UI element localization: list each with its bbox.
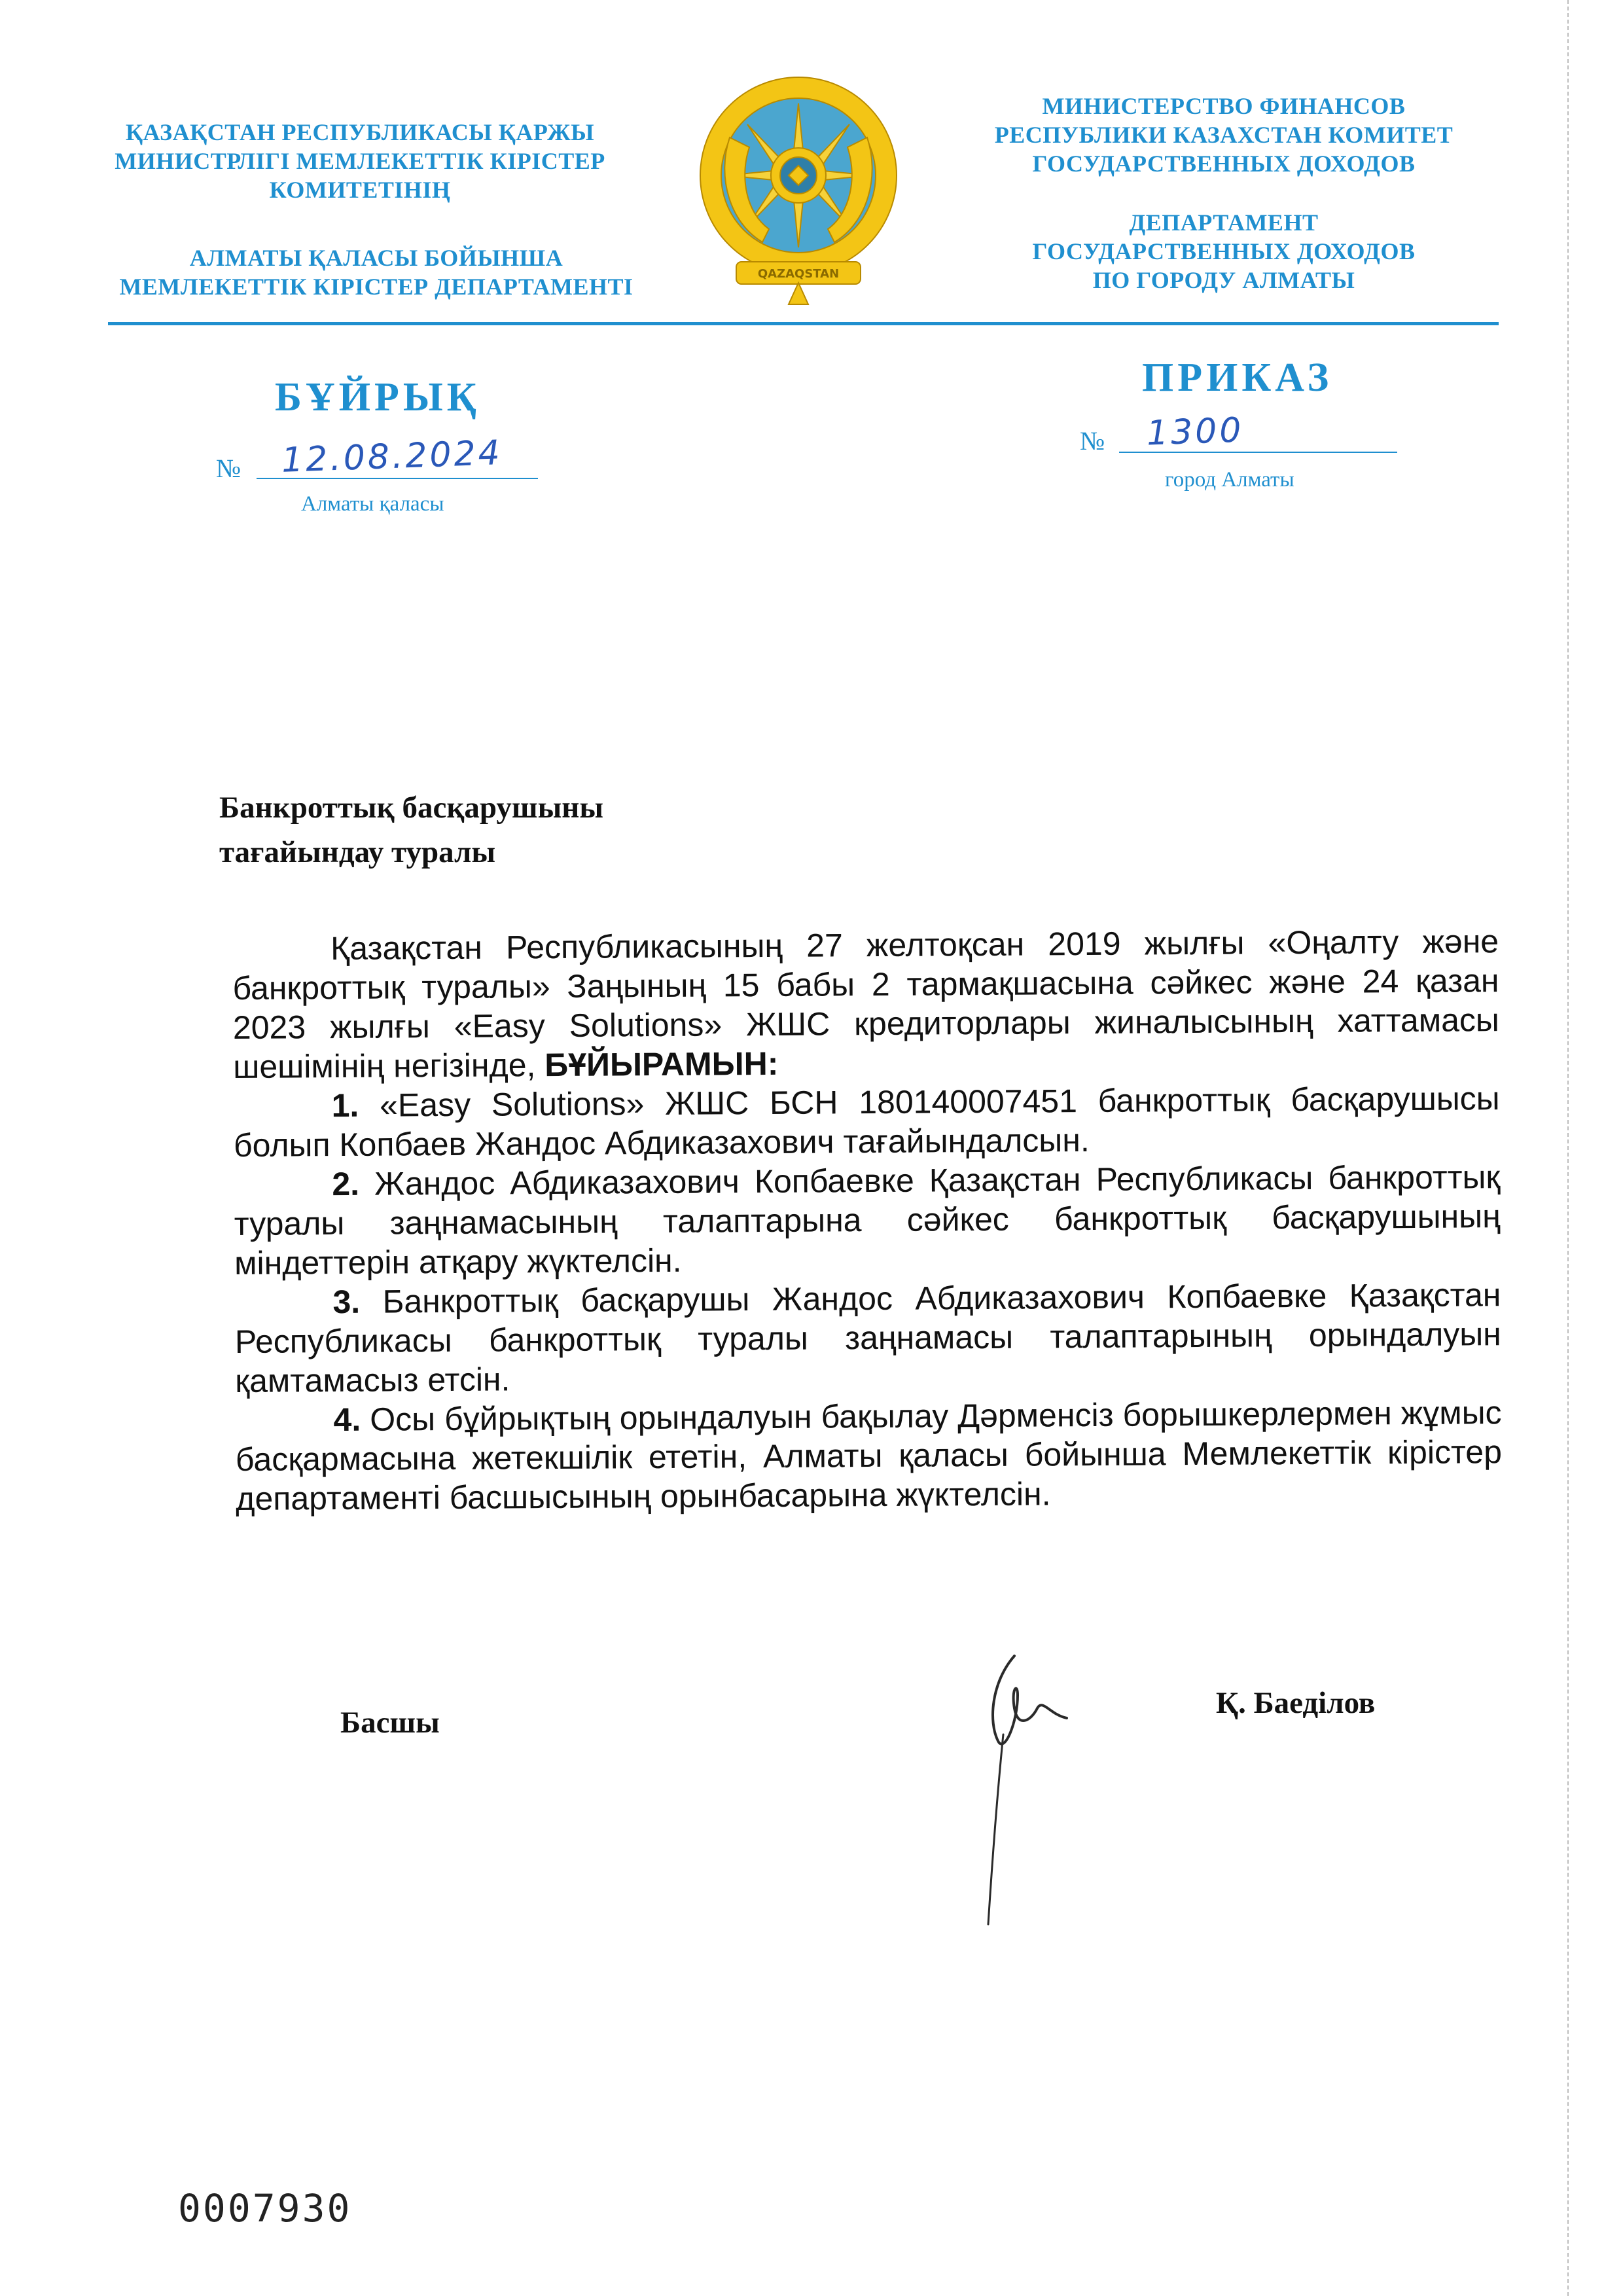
- kz-committee-line: КОМИТЕТІНІҢ: [269, 177, 451, 203]
- header-divider: [108, 322, 1499, 325]
- emblem-text: QAZAQSTAN: [757, 267, 840, 281]
- order-title-ru: ПРИКАЗ: [1142, 355, 1333, 400]
- item-number: 1.: [331, 1086, 359, 1124]
- intro-paragraph: [232, 922, 1499, 1086]
- ru-committee-line: РЕСПУБЛИКИ КАЗАХСТАН КОМИТЕТ: [994, 122, 1454, 148]
- item-text: Жандос Абдиказахович Копбаевке Қазақстан Республикасы банкроттық туралы заңнамасының талаптарына сәйкес банкроттық басқарушының міндеттерін атқару жүктелсін.: [234, 1158, 1501, 1282]
- order-verb: БҰЙЫРАМЫН:: [544, 1045, 779, 1084]
- ru-committee-header: [969, 92, 1479, 178]
- kz-committee-header: [98, 118, 622, 204]
- item-number: 2.: [332, 1165, 360, 1203]
- signatory-title: Басшы: [340, 1706, 440, 1740]
- subject-line: тағайындау туралы: [219, 835, 496, 869]
- number-sign-ru: №: [1080, 426, 1105, 456]
- registration-number: 0007930: [178, 2186, 352, 2231]
- order-subject: [219, 785, 603, 874]
- handwritten-signature: [952, 1643, 1083, 1931]
- item-text: «Easy Solutions» ЖШС БСН 180140007451 банкроттық басқарушысы болып Копбаев Жандос Абдиказахович тағайындалсын.: [233, 1080, 1500, 1164]
- city-kz: Алматы қаласы: [301, 492, 444, 516]
- item-number: 4.: [333, 1401, 361, 1439]
- scan-edge: [1567, 0, 1569, 2296]
- city-ru: город Алматы: [1165, 468, 1294, 492]
- handwritten-date: 12.08.2024: [281, 433, 503, 480]
- kz-department-line: МЕМЛЕКЕТТІК КІРІСТЕР ДЕПАРТАМЕНТІ: [119, 274, 633, 300]
- subject-line: Банкроттық басқарушыны: [219, 791, 604, 825]
- kz-committee-line: ҚАЗАҚСТАН РЕСПУБЛИКАСЫ ҚАРЖЫ: [125, 119, 595, 145]
- number-sign-kz: №: [216, 454, 241, 483]
- item-number: 3.: [332, 1283, 361, 1321]
- handwritten-order-number: 1300: [1145, 410, 1245, 454]
- item-text: Банкроттық басқарушы Жандос Абдиказахович Копбаевке Қазақстан Республикасы банкроттық туралы заңнамасы талаптарының орындалуын қамтамасыз етсін.: [234, 1276, 1501, 1399]
- kz-department-header: [98, 243, 654, 301]
- ru-department-line: ПО ГОРОДУ АЛМАТЫ: [1092, 267, 1355, 293]
- item-text: Осы бұйрықтың орындалуын бақылау Дәрменсіз борышкерлермен жұмыс басқармасына жетекшілік ететін, Алматы қаласы бойынша Мемлекеттік кірістер департаменті басшысының орынбасарына жүктелсін.: [235, 1394, 1503, 1517]
- order-item: [234, 1157, 1501, 1283]
- order-body: [232, 922, 1502, 1518]
- order-title-kz: БҰЙРЫҚ: [275, 375, 480, 420]
- kz-department-line: АЛМАТЫ ҚАЛАСЫ БОЙЫНША: [189, 245, 563, 271]
- ru-department-header: [969, 208, 1479, 295]
- kz-committee-line: МИНИСТРЛІГІ МЕМЛЕКЕТТІК КІРІСТЕР: [115, 148, 605, 174]
- ru-committee-line: ГОСУДАРСТВЕННЫХ ДОХОДОВ: [1032, 151, 1416, 177]
- ru-department-line: ДЕПАРТАМЕНТ: [1129, 209, 1319, 236]
- order-item: [234, 1275, 1501, 1401]
- order-item: [233, 1079, 1500, 1165]
- signatory-name: Қ. Баеділов: [1216, 1686, 1376, 1720]
- ru-department-line: ГОСУДАРСТВЕННЫХ ДОХОДОВ: [1032, 238, 1416, 264]
- ru-committee-line: МИНИСТЕРСТВО ФИНАНСОВ: [1042, 93, 1406, 119]
- intro-text: Қазақстан Республикасының 27 желтоқсан 2019 жылғы «Оңалту және банкроттық туралы» Заңының 15 бабы 2 тармақшасына сәйкес және 24 қазан 2023 жылғы «Easy Solutions» ЖШС кредиторлары жиналысының хаттамасы шешімінің негізінде,: [232, 923, 1500, 1085]
- order-item: [235, 1393, 1502, 1518]
- state-emblem-icon: [690, 65, 906, 314]
